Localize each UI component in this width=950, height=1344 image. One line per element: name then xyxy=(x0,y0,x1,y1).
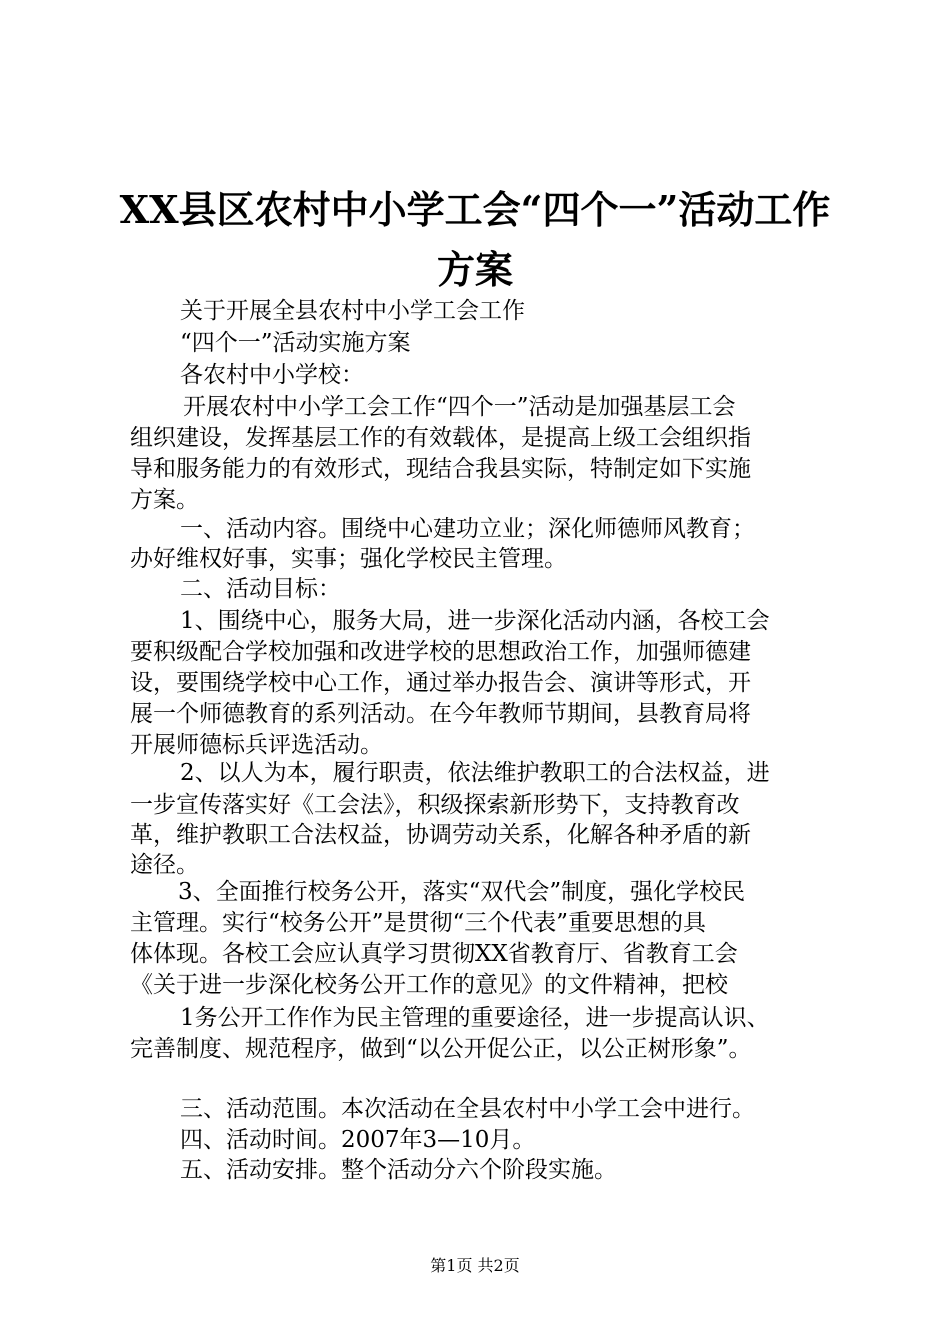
body-line: 《关于进一步深化校务公开工作的意见》的文件精神，把校 xyxy=(130,972,728,998)
body-line: 体体现。各校工会应认真学习贯彻XX省教育厅、省教育工会 xyxy=(130,941,738,967)
body-line: 一、活动内容。围绕中心建功立业；深化师德师风教育； xyxy=(180,516,755,542)
body-line: 导和服务能力的有效形式，现结合我县实际，特制定如下实施 xyxy=(130,456,751,482)
body-line: 2、以人为本，履行职责，依法维护教职工的合法权益，进 xyxy=(180,760,770,786)
page-footer: 第1页 共2页 xyxy=(430,1256,520,1275)
body-line: 完善制度、规范程序，做到“以公开促公正，以公正树形象”。 xyxy=(130,1036,752,1062)
body-line: 设，要围绕学校中心工作，通过举办报告会、演讲等形式，开 xyxy=(130,670,751,696)
body-line: 途径。 xyxy=(130,852,199,878)
body-line: 五、活动安排。整个活动分六个阶段实施。 xyxy=(180,1157,617,1183)
body-line: 四、活动时间。2007年3—10月。 xyxy=(180,1127,536,1153)
body-line: 革，维护教职工合法权益，协调劳动关系，化解各种矛盾的新 xyxy=(130,822,751,848)
body-line: 开展师德标兵评选活动。 xyxy=(130,732,383,758)
body-line: 二、活动目标： xyxy=(180,576,341,602)
body-line: 办好维权好事，实事；强化学校民主管理。 xyxy=(130,546,567,572)
body-line: 一步宣传落实好《工会法》，积级探索新形势下，支持教育改 xyxy=(130,792,740,818)
body-line: 组织建设，发挥基层工作的有效载体，是提高上级工会组织指 xyxy=(130,425,751,451)
body-line: 展一个师德教育的系列活动。在今年教师节期间，县教育局将 xyxy=(130,701,751,727)
body-line: 1务公开工作作为民主管理的重要途径，进一步提高认识、 xyxy=(180,1005,770,1031)
body-line: 关于开展全县农村中小学工会工作 xyxy=(180,298,525,324)
body-line: 1、围绕中心，服务大局，进一步深化活动内涵，各校工会 xyxy=(180,608,770,634)
body-line: 方案。 xyxy=(130,487,199,513)
body-line: 三、活动范围。本次活动在全县农村中小学工会中进行。 xyxy=(180,1096,755,1122)
body-line: 3、全面推行校务公开，落实“双代会”制度，强化学校民 xyxy=(178,879,746,905)
body-line: 开展农村中小学工会工作“四个一”活动是加强基层工会 xyxy=(183,394,736,420)
document-title-line-1: XX县区农村中小学工会“四个一”活动工作 xyxy=(119,187,831,232)
body-line: 主管理。实行“校务公开”是贯彻“三个代表”重要思想的具 xyxy=(130,910,707,936)
body-line: 要积级配合学校加强和改进学校的思想政治工作，加强师德建 xyxy=(130,639,751,665)
body-line: 各农村中小学校： xyxy=(180,362,364,388)
body-line: “四个一”活动实施方案 xyxy=(180,330,411,356)
document-title-line-2: 方案 xyxy=(436,247,513,292)
